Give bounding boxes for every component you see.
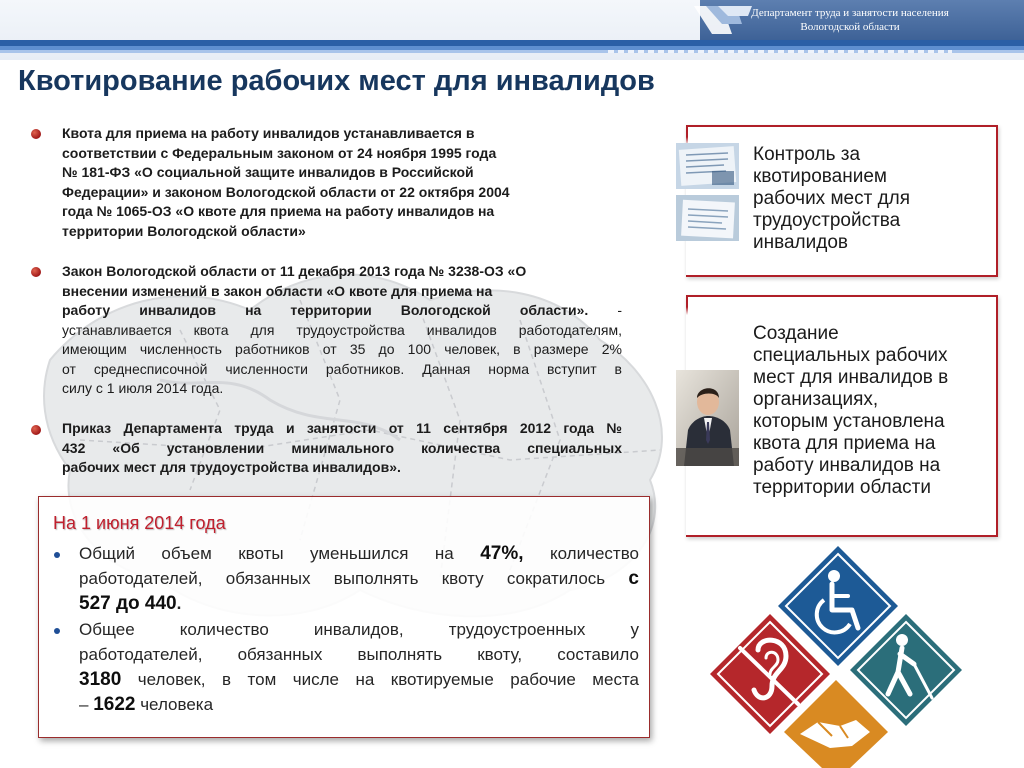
employed-quota-number: 1622 bbox=[93, 694, 136, 715]
card-special-workplaces-text bbox=[753, 323, 989, 499]
bullet-department-order bbox=[62, 419, 622, 478]
card-line: трудоустройства bbox=[753, 210, 901, 231]
card-line: квотированием bbox=[753, 166, 887, 187]
card-line: территории области bbox=[753, 477, 931, 498]
text-line: работодателей, обязанных выполнять квоту, составило bbox=[79, 645, 639, 664]
office-worker-photo bbox=[676, 370, 739, 466]
text-line bbox=[79, 566, 639, 591]
employers-count-change: 527 до 440 bbox=[79, 593, 177, 614]
text-part: . bbox=[176, 594, 182, 613]
text-part: человека bbox=[135, 695, 214, 714]
employed-total-number: 3180 bbox=[79, 669, 122, 690]
text-dash: - bbox=[588, 302, 622, 318]
text-part: Общий объем квоты уменьшился на bbox=[79, 544, 481, 563]
text-line bbox=[79, 667, 639, 692]
text-part: – bbox=[79, 695, 94, 714]
red-ball-bullet-icon bbox=[31, 129, 41, 139]
text-part: работодателей, обязанных выполнять квоту сократилось bbox=[79, 569, 629, 588]
text-line: Квота для приема на работу инвалидов устанавливается в bbox=[62, 125, 475, 141]
text-line-part: работу инвалидов на территории Вологодской области». bbox=[62, 302, 589, 318]
bullet-federal-law bbox=[62, 124, 622, 241]
text-line bbox=[62, 301, 622, 321]
text-line: устанавливается квота для трудоустройства инвалидов работодателям, bbox=[62, 321, 622, 338]
text-line: соответствии с Федеральным законом от 24 ноября 1995 года bbox=[62, 144, 497, 161]
card-line: рабочих мест для bbox=[753, 188, 911, 209]
text-part: человек, в том числе на квотируемые рабочие места bbox=[121, 670, 639, 689]
text-line: от среднесписочной численности работников. Данная норма вступит в bbox=[62, 360, 622, 377]
text-line: территории Вологодской области» bbox=[62, 222, 306, 239]
text-part: количество bbox=[523, 544, 639, 563]
blue-dot-bullet-icon bbox=[54, 628, 60, 634]
card-line: Создание bbox=[753, 323, 839, 344]
summary-item-employed bbox=[79, 617, 639, 717]
page-title: Квотирование рабочих мест для инвалидов bbox=[18, 65, 655, 97]
card-line: Контроль за bbox=[753, 144, 861, 165]
text-line: рабочих мест для трудоустройства инвалидов». bbox=[62, 459, 401, 475]
documents-photo bbox=[676, 143, 739, 241]
text-line bbox=[79, 541, 639, 566]
disability-symbols bbox=[700, 540, 965, 768]
text-line: внесении изменений в закон области «О квоте для приема на bbox=[62, 282, 493, 299]
card-edge bbox=[686, 125, 688, 145]
text-line: № 181-ФЗ «О социальной защите инвалидов в Российской bbox=[62, 164, 474, 180]
header-dept-line1: Департамент труда и занятости населения bbox=[751, 7, 949, 19]
text-line: Приказ Департамента труда и занятости от 11 сентября 2012 года № bbox=[62, 420, 622, 436]
card-line: специальных рабочих bbox=[753, 345, 948, 366]
bullet-regional-law bbox=[62, 262, 622, 399]
card-line: работу инвалидов на bbox=[753, 455, 941, 476]
text-line bbox=[79, 692, 639, 717]
header-dept-line2: Вологодской области bbox=[800, 21, 900, 33]
text-line: Федерации» и законом Вологодской области от 22 октября 2004 bbox=[62, 183, 510, 200]
text-line bbox=[79, 591, 639, 616]
card-line: организациях, bbox=[753, 389, 879, 410]
text-part: с bbox=[628, 568, 639, 589]
text-line: года № 1065-ОЗ «О квоте для приема на работу инвалидов на bbox=[62, 203, 495, 219]
text-line: имеющим численность работников от 35 до 100 человек, в размере 2% bbox=[62, 341, 622, 357]
summary-heading: На 1 июня 2014 года bbox=[53, 513, 226, 533]
blue-dot-bullet-icon bbox=[54, 552, 60, 558]
quota-decrease-percent: 47%, bbox=[480, 543, 524, 564]
card-line: инвалидов bbox=[753, 232, 848, 253]
card-quota-control-text bbox=[753, 144, 988, 254]
header-dots bbox=[608, 50, 952, 53]
card-line: которым установлена bbox=[753, 411, 945, 432]
text-line: 432 «Об установлении минимального количества специальных bbox=[62, 439, 622, 456]
red-ball-bullet-icon bbox=[31, 267, 41, 277]
header-department-name bbox=[745, 6, 955, 34]
card-line: квота для приема на bbox=[753, 433, 936, 454]
red-ball-bullet-icon bbox=[31, 425, 41, 435]
text-line: Общее количество инвалидов, трудоустроенных у bbox=[79, 620, 639, 639]
summary-item-quota bbox=[79, 541, 639, 616]
card-line: мест для инвалидов в bbox=[753, 367, 949, 388]
card-edge bbox=[686, 295, 688, 315]
text-line: силу с 1 июля 2014 года. bbox=[62, 380, 224, 396]
text-line: Закон Вологодской области от 11 декабря 2013 года № 3238-ОЗ «О bbox=[62, 263, 527, 279]
